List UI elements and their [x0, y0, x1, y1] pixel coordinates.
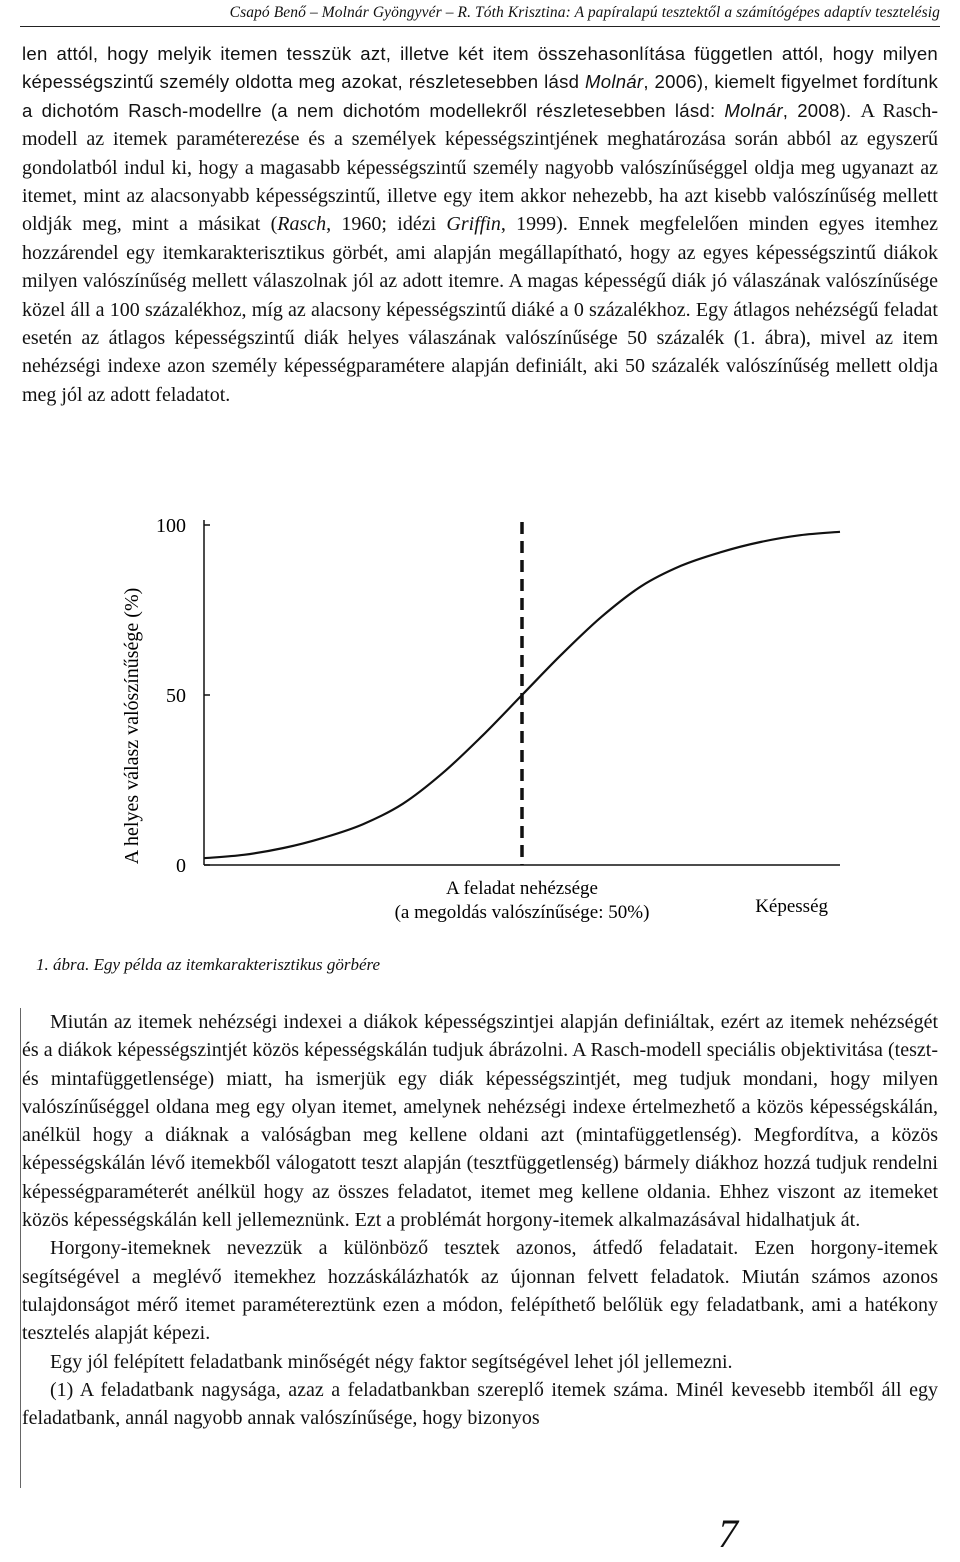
citation: Molnár — [724, 99, 783, 121]
paragraph: Egy jól felépített feladatbank minőségét négy faktor segítségével lehet jól jellemezni. — [50, 1350, 733, 1373]
text-segment: len attól, hogy melyik itemen tesszük azt, illetve két item összehasonlítása független attól, hogy milyen képességszintű személy oldotta meg azokat, részletesebben lásd — [22, 43, 938, 93]
header-rule — [20, 26, 940, 27]
caption-text: Egy példa az itemkarakterisztikus görbére — [89, 955, 381, 974]
text-segment: , 1960; idézi — [326, 213, 447, 236]
marker-label-line2: (a megoldás valószínűsége: 50%) — [394, 902, 650, 923]
paragraph: (1) A feladatbank nagysága, azaz a feladatbankban szereplő itemek száma. Minél kevesebb itemből áll egy feladatbank, annál nagyobb annak valószínűsége, hogy bizonyos — [22, 1378, 938, 1430]
paragraph: Horgony-itemeknek nevezzük a különböző tesztek azonos, átfedő feladatait. Ezen horgony-itemek segítségével a meglévő itemekhez hozzáskálázhatók az újonnan felvett feladatok. Miután számos azonos tulajdonságot mérő itemet paramétereztünk ezen a módon, felépíthető belőlük egy feladatbank, ami a hatékony tesztelés alapját képezi. — [22, 1237, 938, 1345]
text-segment: , 2006), kiemelt figyelmet fordítunk a dichotóm Rasch-modellre (a nem dichotóm modellekről részletesebben lásd: — [22, 71, 939, 121]
text-segment: A Rasch-modell az itemek paraméterezése és a személyek képességszintjének meghatározása során abból az egyszerű gondolatból indul ki, hogy a magasabb képességszintű személy nagyobb valószínűséggel oldja meg ugyanazt az itemet, mint az alacsonyabb képességszintű, illetve egy item akkor nehezebb, ha azt kisebb valószínűség mellett oldják meg, mint a másikat ( — [22, 99, 938, 236]
paragraph: Miután az itemek nehézségi indexei a diákok képességszintjei alapján definiáltak, ezért az itemek nehézségét és a diákok képességszintjét közös képességskálán tudjuk ábrázolni. A Rasch-modell speciális objektivitása (teszt- és mintafüggetlensége) miatt, ha ismerjük egy diák képességszintjét, meg tudjuk mondani, hogy milyen valószínűséggel oldana meg egy olyan itemet, amelynek nehézségi indexe értelmezhető a közös képességskálán, anélkül hogy a diáknak a valóságban meg kellene oldani azt (mintafüggetlenség). Megfordítva, a közös képességskálán lévő itemekből válogatott teszt alapján (tesztfüggetlenség) bármely diákhoz hozzá tudjuk rendelni képességparaméterét anélkül hogy az összes feladatot, itemet meg kellene oldania. Ehhez viszont az itemeket közös képességskálán kell jellemeznünk. Ezt a problémát horgony-itemek alkalmazásával hidalhatjuk át. — [22, 1011, 938, 1232]
text-segment: , 2008). — [782, 99, 861, 121]
running-header: Csapó Benő – Molnár Gyöngyvér – R. Tóth Krisztina: A papíralapú tesztektől a számítógépes adaptív tesztelésig — [229, 4, 940, 21]
body-text — [22, 1008, 938, 1432]
y-axis-label: A helyes válasz valószínűsége (%) — [121, 587, 143, 865]
intro-paragraph — [22, 40, 938, 409]
y-tick-label: 50 — [166, 685, 186, 707]
x-axis-label: Képesség — [755, 896, 828, 917]
y-tick-label: 100 — [156, 515, 186, 537]
item-characteristic-curve-figure — [100, 500, 860, 940]
citation: Griffin — [446, 213, 501, 236]
marker-label-line1: A feladat nehézsége — [446, 878, 598, 899]
citation: Molnár — [585, 71, 644, 93]
page-number: 7 — [718, 1511, 738, 1556]
chart-svg — [100, 500, 860, 940]
figure-caption — [36, 955, 380, 975]
citation: Rasch — [277, 213, 327, 236]
y-tick-label: 0 — [176, 855, 186, 877]
caption-number: 1. ábra. — [36, 955, 90, 974]
margin-rule — [20, 1008, 21, 1488]
text-segment: , 1999). Ennek megfelelően minden egyes itemhez hozzárendel egy itemkarakterisztikus görbét, ami alapján megállapítható, hogy az egyes képességszintű diákok milyen valószínűség mellett válaszolnak jól az adott itemre. A magas képességű diák jó válaszának valószínűsége közel áll a 100 százalékhoz, míg az alacsony képességszintű diáké a 0 százalékhoz. Egy átlagos nehézségű feladat esetén az átlagos képességszintű diák helyes válaszának valószínűsége 50 százalék (1. ábra), mivel az item nehézségi indexe azon személy képességparamétere alapján definiált, aki 50 százalék valószínűség mellett oldja meg jól az adott feladatot. — [22, 213, 938, 406]
